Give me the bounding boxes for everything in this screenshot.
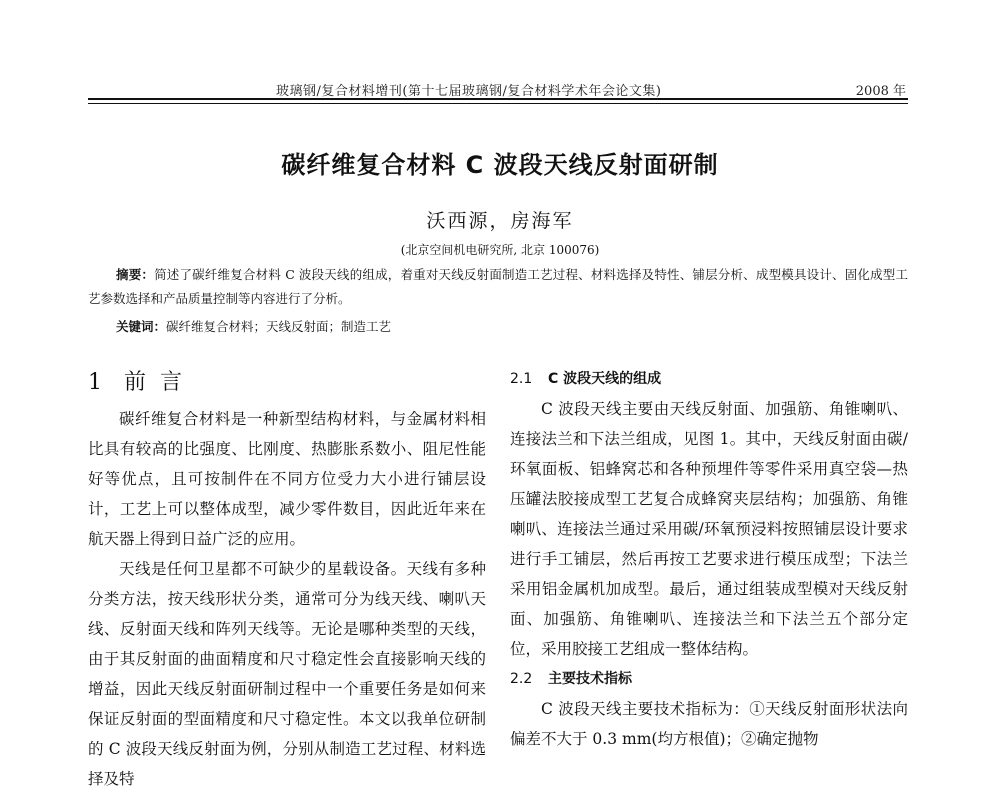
left-column (88, 364, 486, 794)
authors: 沃西源，房海军 (426, 210, 574, 232)
header-rule-thick (88, 98, 908, 100)
header-year: 2008 年 (855, 84, 906, 99)
section-title: 前言 (124, 370, 197, 395)
right-column (510, 364, 908, 754)
subsection-heading-2-2 (510, 664, 908, 694)
intro-paragraph-1: 碳纤维复合材料是一种新型结构材料，与金属材料相比具有较高的比强度、比刚度、热膨胀系数小、阻尼性能好等优点，且可按制件在不同方位受力大小进行铺层设计，工艺上可以整体成型，减少零件数目，因此近年来在航天器上得到日益广泛的应用。 (88, 410, 486, 548)
intro-paragraph-2: 天线是任何卫星都不可缺少的星载设备。天线有多种分类方法，按天线形状分类，通常可分为线天线、喇叭天线、反射面天线和阵列天线等。无论是哪种类型的天线，由于其反射面的曲面精度和尺寸稳定性会直接影响天线的增益，因此天线反射面研制过程中一个重要任务是如何来保证反射面的型面精度和尺寸稳定性。本文以我单位研制的 C 波段天线反射面为例，分别从制造工艺过程、材料选择及特 (88, 560, 486, 788)
journal-name: 玻璃钢/复合材料增刊(第十七届玻璃钢/复合材料学术年会论文集) (276, 84, 662, 99)
subsection-title: 主要技术指标 (548, 671, 632, 687)
running-header (88, 78, 908, 98)
affiliation: (北京空间机电研究所, 北京 100076) (400, 243, 600, 257)
header-rule-thin (88, 103, 908, 104)
subsection-heading-2-1 (510, 364, 908, 394)
section-number: 1 (88, 370, 102, 395)
abstract (88, 263, 908, 311)
composition-paragraph: C 波段天线主要由天线反射面、加强筋、角锥喇叭、连接法兰和下法兰组成，见图 1。其中，天线反射面由碳/环氧面板、铝蜂窝芯和各种预埋件等零件采用真空袋—热压罐法胶接成型工艺复合成蜂窝夹层结构；加强筋、角锥喇叭、连接法兰通过采用碳/环氧预浸料按照铺层设计要求进行手工铺层，然后再按工艺要求进行模压成型；下法兰采用铝金属机加成型。最后，通过组装成型模对天线反射面、加强筋、角锥喇叭、连接法兰和下法兰五个部分定位，采用胶接工艺组成一整体结构。 (510, 400, 908, 658)
subsection-number: 2.2 (510, 671, 533, 687)
keywords-label: 关键词： (116, 319, 167, 334)
paper-title: 碳纤维复合材料 C 波段天线反射面研制 (281, 151, 719, 179)
specs-paragraph: C 波段天线主要技术指标为：①天线反射面形状法向偏差不大于 0.3 mm(均方根值)；②确定抛物 (510, 700, 908, 748)
keywords (116, 315, 906, 339)
abstract-label: 摘要： (116, 267, 155, 282)
abstract-text: 简述了碳纤维复合材料 C 波段天线的组成，着重对天线反射面制造工艺过程、材料选择及特性、铺层分析、成型模具设计、固化成型工艺参数选择和产品质量控制等内容进行了分析。 (88, 267, 908, 306)
subsection-title: C 波段天线的组成 (548, 371, 662, 387)
subsection-number: 2.1 (510, 371, 533, 387)
section-heading-1 (88, 364, 486, 402)
keywords-text: 碳纤维复合材料；天线反射面；制造工艺 (166, 319, 392, 334)
